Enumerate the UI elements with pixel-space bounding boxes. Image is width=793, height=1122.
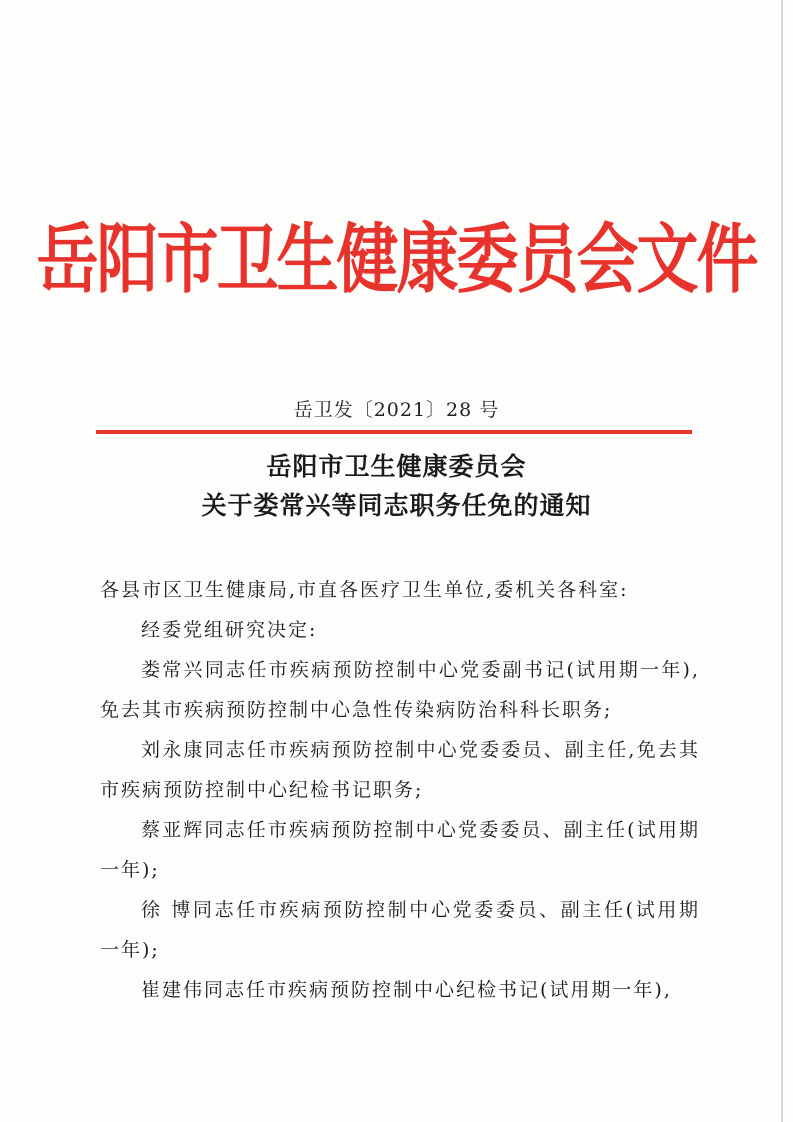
- addressee: 各县市区卫生健康局,市直各医疗卫生单位,委机关各科室:: [100, 579, 629, 601]
- subject-line-1: 岳阳市卫生健康委员会: [266, 452, 527, 481]
- red-separator-line: [96, 430, 692, 434]
- body-paragraph: 经委党组研究决定:: [141, 619, 318, 641]
- subject-line-2: 关于娄常兴等同志职务任免的通知: [201, 491, 592, 520]
- notice-subject: [0, 447, 793, 525]
- body-paragraph: 崔建伟同志任市疾病预防控制中心纪检书记(试用期一年),: [141, 979, 672, 1001]
- document-header-title: 岳阳市卫生健康委员会文件: [36, 214, 757, 304]
- scan-edge-line: [781, 0, 783, 1122]
- body-paragraph: 刘永康同志任市疾病预防控制中心党委委员、副主任,免去其市疾病预防控制中心纪检书记职务;: [100, 739, 700, 801]
- body-paragraph: 娄常兴同志任市疾病预防控制中心党委副书记(试用期一年),免去其市疾病预防控制中心急性传染病防治科科长职务;: [100, 659, 700, 721]
- body-paragraph: 蔡亚辉同志任市疾病预防控制中心党委委员、副主任(试用期一年);: [100, 819, 700, 881]
- document-number: 岳卫发〔2021〕28 号: [293, 399, 500, 421]
- document-body: [100, 570, 700, 1010]
- body-paragraph: 徐 博同志任市疾病预防控制中心党委委员、副主任(试用期一年);: [100, 899, 700, 961]
